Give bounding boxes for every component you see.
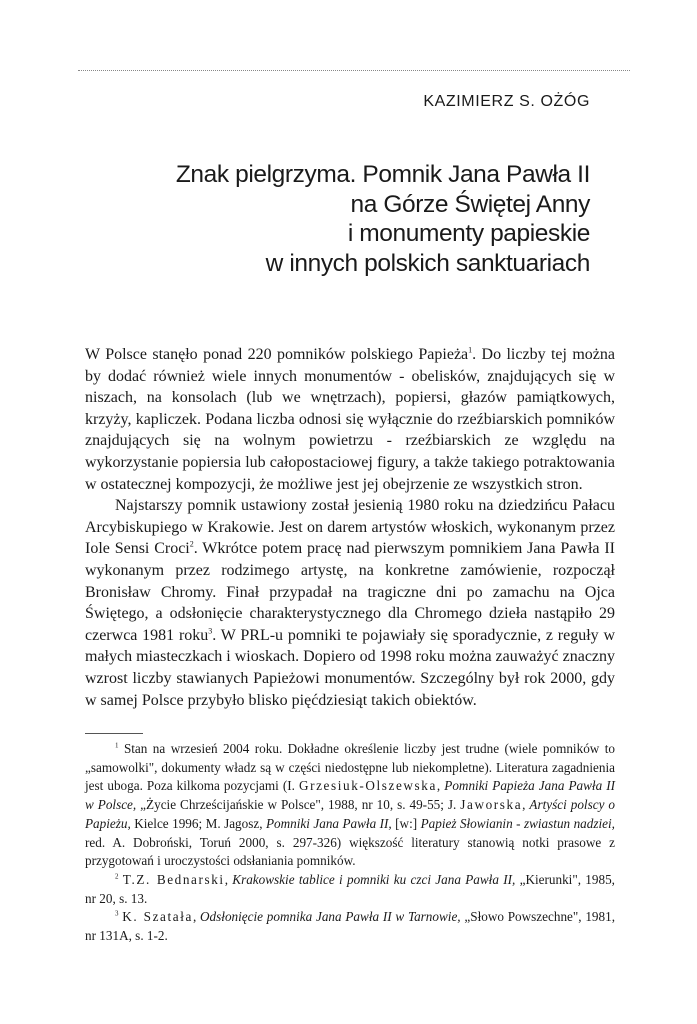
- footnote-3-text: „Słowo Powszechne", 1981, nr 131A, s. 1-2.: [85, 909, 616, 944]
- footnote-1-text-5: red. A. Dobroński, Toruń 2000, s. 297-326) większość literatury stanowią notki prasowe z przygotowań i uroczystości odsłaniania pomników.: [85, 834, 615, 869]
- paragraph-2-text-c: . W PRL-u pomniki te pojawiały się sporadycznie, z reguły w małych miasteczkach i wioskach. Dopiero od 1998 roku można zauważyć znaczny wzrost liczby stawianych Papieżowi monumentów. Szczególny był rok 2000, gdy w samej Polsce przybyło blisko pięćdziesiąt takich obiektów.: [85, 626, 616, 709]
- title-line-2: na Górze Świętej Anny: [350, 190, 590, 218]
- footnote-1-number: 1: [115, 741, 119, 750]
- paragraph-2: [85, 495, 615, 711]
- footnote-3-author: K. Szatała: [122, 909, 193, 925]
- footnote-1: [85, 740, 615, 871]
- footnote-2-title: Krakowskie tablice i pomniki ku czci Jana Pawła II,: [232, 871, 516, 887]
- footnote-1-title-3: Pomniki Jana Pawła II,: [265, 815, 392, 831]
- footnotes: [85, 740, 615, 946]
- paragraph-1-text-b: . Do liczby tej można by dodać również wiele innych monumentów - obelisków, znajdujących się w niszach, na konsolach (lub we wnętrzach), popiersi, głazów pamiątkowych, krzyży, kapliczek. Podana liczba odnosi się wyłącznie do rzeźbiarskich pomników znajdujących się na wolnym powietrzu - rzeźbiarskich ze względu na wykorzystanie popiersia lub całopostaciowej figury, a także takiego potraktowania w ostatecznej kompozycji, że możliwe jest jej obejrzenie ze wszystkich stron.: [85, 346, 616, 493]
- title-line-3: i monumenty papieskie: [347, 220, 590, 247]
- footnote-2-sep: ,: [224, 871, 233, 887]
- footnote-ref-3: 3: [208, 626, 213, 636]
- author-name: KAZIMIERZ S. OŻÓG: [423, 93, 590, 110]
- paragraph-2-text-a: Najstarszy pomnik ustawiony został jesienią 1980 roku na dziedzińcu Pałacu Arcybiskupiego w Krakowie. Jest on darem artystów włoskich, wykonanym przez Iole Sensi Croci: [85, 497, 615, 558]
- footnote-1-text-4: [w:]: [391, 815, 421, 831]
- footnote-3-title: Odsłonięcie pomnika Jana Pawła II w Tarnowie,: [200, 909, 461, 925]
- footnote-1-title-2: Artyści polscy o Papieżu,: [85, 797, 615, 831]
- footnote-1-text-3: Kielce 1996; M. Jagosz,: [130, 815, 266, 831]
- footnote-ref-1: 1: [468, 345, 473, 355]
- paragraph-1-text-a: W Polsce stanęło ponad 220 pomników polskiego Papieża: [85, 346, 469, 363]
- footnote-ref-2: 2: [189, 540, 194, 550]
- footnote-1-title-4: Papież Słowianin - zwiastun nadziei,: [420, 815, 615, 831]
- footnote-2-text: „Kierunki", 1985, nr 20, s. 13.: [85, 871, 615, 906]
- title-line-1: Znak pielgrzyma. Pomnik Jana Pawła II: [175, 161, 590, 188]
- footnote-2-author: T.Z. Bednarski: [122, 871, 225, 887]
- footnote-3-sep: ,: [192, 909, 201, 925]
- footnote-1-title-1: Pomniki Papieża Jana Pawła II w Polsce,: [85, 778, 616, 813]
- title-line-4: w innych polskich sanktuariach: [265, 249, 590, 277]
- footnote-1-text: Stan na wrzesień 2004 roku. Dokładne określenie liczby jest trudne (wiele pomników to „samowolki", dokumenty władz są w części niedostępne lub niekompletne). Literatura zagadnienia jest uboga. Poza kilkoma pozycjami (I.: [85, 741, 615, 794]
- header-rule: [78, 70, 630, 71]
- paragraph-1: [85, 344, 615, 495]
- paragraph-2-text-b: . Wkrótce potem pracę nad pierwszym pomnikiem Jana Pawła II wykonanym przez rodzimego artystę, na konkretne zamówienie, rozpoczął Bronisław Chromy. Finał przypadał na tragiczne dni po zamachu na Ojca Świętego, a odsłonięcie charakterystycznego dla Chromego dzieła nastąpiło 29 czerwca 1981 roku: [85, 540, 615, 644]
- article-body: [85, 344, 615, 711]
- footnote-1-sep: ,: [436, 778, 445, 794]
- article-title: [70, 160, 590, 278]
- footnote-1-author-1: Grzesiuk-Olszewska: [298, 778, 437, 794]
- footnote-1-sep-2: ,: [522, 797, 530, 813]
- footnote-2: [85, 871, 615, 908]
- footnote-separator: [85, 733, 143, 734]
- footnote-3: [85, 908, 615, 945]
- footnote-3-number: 3: [115, 909, 119, 918]
- footnote-1-author-2: Jaworska: [460, 797, 523, 813]
- footnote-1-text-2: „Życie Chrześcijańskie w Polsce", 1988, nr 10, s. 49-55; J.: [136, 797, 461, 813]
- footnote-2-number: 2: [115, 872, 119, 881]
